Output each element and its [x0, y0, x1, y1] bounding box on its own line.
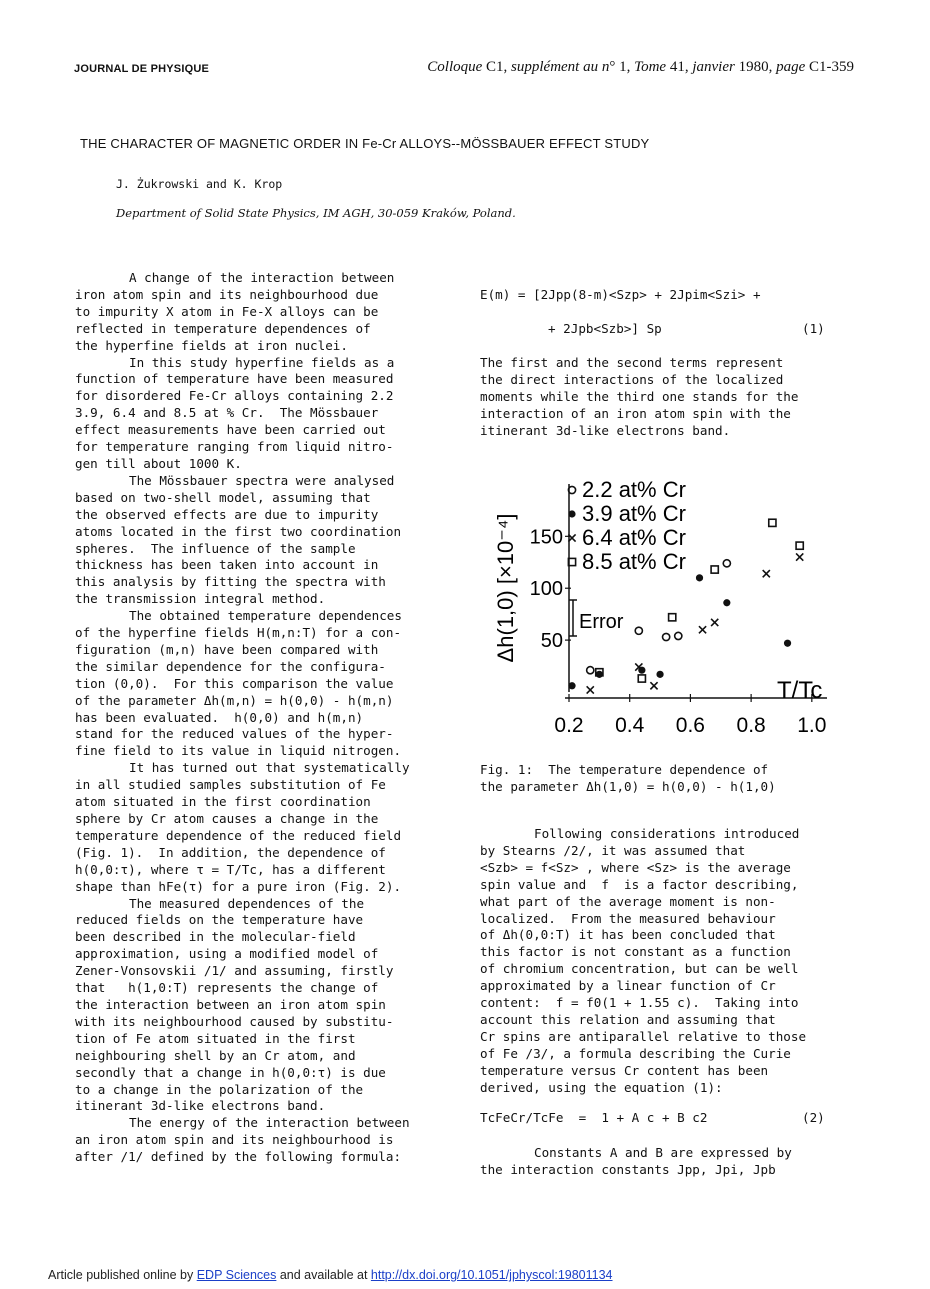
- x-tick-label: 0.6: [675, 714, 706, 737]
- x-axis-label: T/Tc: [777, 677, 823, 704]
- text-line: gen till about 1000 K.: [75, 455, 242, 471]
- text-line: temperature dependence of the reduced field: [75, 827, 402, 843]
- text-line: tion of Fe atom situated in the first: [75, 1030, 356, 1046]
- text-line: In this study hyperfine fields as a: [129, 354, 395, 370]
- text-line: been described in the molecular-field: [75, 929, 356, 945]
- text-line: atoms located in the first two coordination: [75, 523, 402, 539]
- text-line: (Fig. 1). In addition, the dependence of: [75, 844, 386, 860]
- affiliation: Department of Solid State Physics, IM AGH, 30-059 Kraków, Poland.: [116, 206, 516, 220]
- y-tick-label: 100: [529, 578, 563, 601]
- data-point: [711, 566, 718, 573]
- text-line: h(0,0:τ), where τ = T/Tc, has a different: [75, 861, 386, 877]
- paper-title: THE CHARACTER OF MAGNETIC ORDER IN Fe-Cr ALLOYS--MÖSSBAUER EFFECT STUDY: [80, 136, 650, 151]
- text-line: of chromium concentration, but can be well: [480, 961, 799, 977]
- legend-entry: 6.4 at% Cr: [582, 525, 686, 550]
- text-line: <Szb> = f<Sz> , where <Sz> is the average: [480, 859, 791, 875]
- text-line: Following considerations introduced: [534, 826, 800, 841]
- text-line: the parameter Δh(1,0) = h(0,0) - h(1,0): [480, 778, 776, 794]
- text-line: by Stearns /2/, it was assumed that: [480, 842, 746, 858]
- text-line: of Fe /3/, a formula describing the Curie: [480, 1045, 791, 1061]
- text-line: the similar dependence for the configura-: [75, 658, 386, 674]
- data-point: [669, 614, 676, 621]
- text-line: temperature versus Cr content has been: [480, 1062, 769, 1078]
- text-line: of the parameter Δh(m,n) = h(0,0) - h(m,n): [75, 692, 394, 708]
- data-point: [796, 553, 803, 560]
- y-tick-label: 150: [529, 526, 563, 549]
- data-point: [711, 619, 718, 626]
- data-point: [796, 542, 803, 549]
- text-line: account this relation and assuming that: [480, 1011, 776, 1027]
- text-line: effect measurements have been carried out: [75, 422, 386, 438]
- text-line: to a change in the polarization of the: [75, 1081, 364, 1097]
- text-line: the transmission integral method.: [75, 591, 326, 607]
- text-line: for disordered Fe-Cr alloys containing 2.2: [75, 388, 394, 404]
- text-line: The obtained temperature dependences: [129, 608, 402, 624]
- right-body-text: [480, 826, 860, 1097]
- text-line: reflected in temperature dependences of: [75, 320, 371, 336]
- legend-entry: 2.2 at% Cr: [582, 477, 686, 502]
- equation-1-number: (1): [802, 321, 825, 336]
- text-line: shape than hFe(τ) for a pure iron (Fig. 2).: [75, 878, 402, 894]
- data-point: [675, 632, 682, 639]
- data-point: [723, 560, 730, 567]
- data-point: [723, 599, 730, 606]
- text-line: the observed effects are due to impurity: [75, 506, 379, 522]
- x-tick-label: 0.8: [736, 714, 766, 737]
- text-line: of Δh(0,0:T) it has been concluded that: [480, 927, 776, 943]
- data-point: [696, 574, 703, 581]
- data-point: [596, 671, 603, 678]
- edp-sciences-link[interactable]: EDP Sciences: [196, 1268, 277, 1282]
- authors: J. Żukrowski and K. Krop: [116, 177, 283, 191]
- text-line: the hyperfine fields at iron nuclei.: [75, 337, 348, 353]
- text-line: thickness has been taken into account in: [75, 557, 379, 573]
- x-tick-label: 1.0: [797, 714, 827, 737]
- figure-1-chart: [485, 470, 845, 760]
- data-point: [587, 686, 594, 693]
- text-line: itinerant 3d-like electrons band.: [75, 1098, 326, 1114]
- data-point: [638, 675, 645, 682]
- text-line: fine field to its value in liquid nitrogen.: [75, 743, 402, 759]
- text-line: what part of the average moment is non-: [480, 893, 776, 909]
- text-line: an iron atom spin and its neighbourhood is: [75, 1132, 394, 1148]
- text-line: The energy of the interaction between: [129, 1115, 410, 1131]
- text-line: that h(1,0:T) represents the change of: [75, 980, 379, 996]
- data-point: [650, 682, 657, 689]
- text-line: spheres. The influence of the sample: [75, 540, 356, 556]
- publication-footer: Article published online by EDP Sciences and available at http://dx.doi.org/10.1051/jphyscol:19801134: [48, 1268, 613, 1282]
- text-line: approximated by a linear function of Cr: [480, 978, 776, 994]
- x-tick-label: 0.4: [615, 714, 645, 737]
- text-line: approximation, using a modified model of: [75, 946, 379, 962]
- equation-2: TcFeCr/TcFe = 1 + A c + B c2: [480, 1110, 708, 1125]
- text-line: Zener-Vonsovskii /1/ and assuming, firstly: [75, 963, 394, 979]
- text-line: based on two-shell model, assuming that: [75, 489, 371, 505]
- text-line: the interaction constants Jpp, Jpi, Jpb: [480, 1161, 776, 1177]
- text-line: tion (0,0). For this comparison the value: [75, 675, 394, 691]
- data-point: [784, 640, 791, 647]
- text-line: moments while the third one stands for the: [480, 388, 799, 404]
- equation-2-number: (2): [802, 1110, 825, 1125]
- text-line: 3.9, 6.4 and 8.5 at % Cr. The Mössbauer: [75, 405, 379, 421]
- citation-line: Colloque C1, supplément au n° 1, Tome 41, janvier 1980, page C1-359: [427, 59, 854, 75]
- text-line: The first and the second terms represent: [480, 355, 784, 370]
- text-line: for temperature ranging from liquid nitro-: [75, 439, 394, 455]
- text-line: Fig. 1: The temperature dependence of: [480, 762, 769, 777]
- text-line: Constants A and B are expressed by: [534, 1145, 792, 1160]
- text-line: secondly that a change in h(0,0:τ) is due: [75, 1064, 386, 1080]
- text-line: Cr spins are antiparallel relative to those: [480, 1028, 807, 1044]
- text-line: figuration (m,n) have been compared with: [75, 641, 379, 657]
- text-line: derived, using the equation (1):: [480, 1079, 723, 1095]
- legend-marker: [568, 510, 575, 517]
- data-point: [763, 570, 770, 577]
- text-line: the interaction between an iron atom spin: [75, 996, 386, 1012]
- error-label: Error: [579, 611, 624, 633]
- equation-1-line1: E(m) = [2Jpp(8-m)<Szp> + 2Jpim<Szi> +: [480, 287, 761, 302]
- text-line: localized. From the measured behaviour: [480, 910, 776, 926]
- legend-entry: 3.9 at% Cr: [582, 501, 686, 526]
- equation-1-line2: + 2Jpb<Szb>] Sp: [548, 321, 662, 336]
- left-column: [75, 270, 460, 1166]
- data-point: [769, 519, 776, 526]
- data-point: [699, 626, 706, 633]
- text-line: neighbouring shell by an Cr atom, and: [75, 1047, 356, 1063]
- text-line: reduced fields on the temperature have: [75, 912, 364, 928]
- text-line: content: f = f0(1 + 1.55 c). Taking into: [480, 995, 799, 1011]
- text-line: itinerant 3d-like electrons band.: [480, 422, 731, 438]
- text-line: to impurity X atom in Fe-X alloys can be: [75, 303, 379, 319]
- data-point: [663, 633, 670, 640]
- data-point: [568, 682, 575, 689]
- text-line: The measured dependences of the: [129, 895, 365, 911]
- text-line: It has turned out that systematically: [129, 760, 410, 776]
- y-axis-label: Δh(1,0) [×10⁻⁴]: [493, 513, 518, 663]
- journal-name: JOURNAL DE PHYSIQUE: [74, 63, 210, 75]
- figure-caption: [480, 762, 860, 796]
- text-line: in all studied samples substitution of Fe: [75, 777, 386, 793]
- data-point: [656, 671, 663, 678]
- legend-entry: 8.5 at% Cr: [582, 549, 686, 574]
- text-line: atom situated in the first coordination: [75, 794, 371, 810]
- text-line: function of temperature have been measured: [75, 371, 394, 387]
- right-intro-text: [480, 355, 860, 440]
- text-line: The Mössbauer spectra were analysed: [129, 472, 395, 488]
- text-line: after /1/ defined by the following formula:: [75, 1149, 402, 1165]
- doi-link[interactable]: http://dx.doi.org/10.1051/jphyscol:19801134: [370, 1268, 613, 1282]
- text-line: spin value and f is a factor describing,: [480, 876, 799, 892]
- text-line: stand for the reduced values of the hyper-: [75, 726, 394, 742]
- text-line: this analysis by fitting the spectra with: [75, 574, 386, 590]
- text-line: with its neighbourhood caused by substitu-: [75, 1013, 394, 1029]
- text-line: the direct interactions of the localized: [480, 371, 784, 387]
- text-line: sphere by Cr atom causes a change in the: [75, 811, 379, 826]
- text-line: has been evaluated. h(0,0) and h(m,n): [75, 709, 364, 725]
- text-line: this factor is not constant as a function: [480, 944, 791, 960]
- text-line: of the hyperfine fields H(m,n:T) for a con-: [75, 625, 402, 641]
- right-tail-text: [480, 1145, 860, 1179]
- x-tick-label: 0.2: [554, 714, 584, 737]
- text-line: interaction of an iron atom spin with the: [480, 405, 791, 421]
- text-line: iron atom spin and its neighbourhood due: [75, 286, 379, 302]
- text-line: A change of the interaction between: [129, 270, 395, 285]
- data-point: [635, 627, 642, 634]
- y-tick-label: 50: [540, 630, 563, 653]
- data-point: [587, 667, 594, 674]
